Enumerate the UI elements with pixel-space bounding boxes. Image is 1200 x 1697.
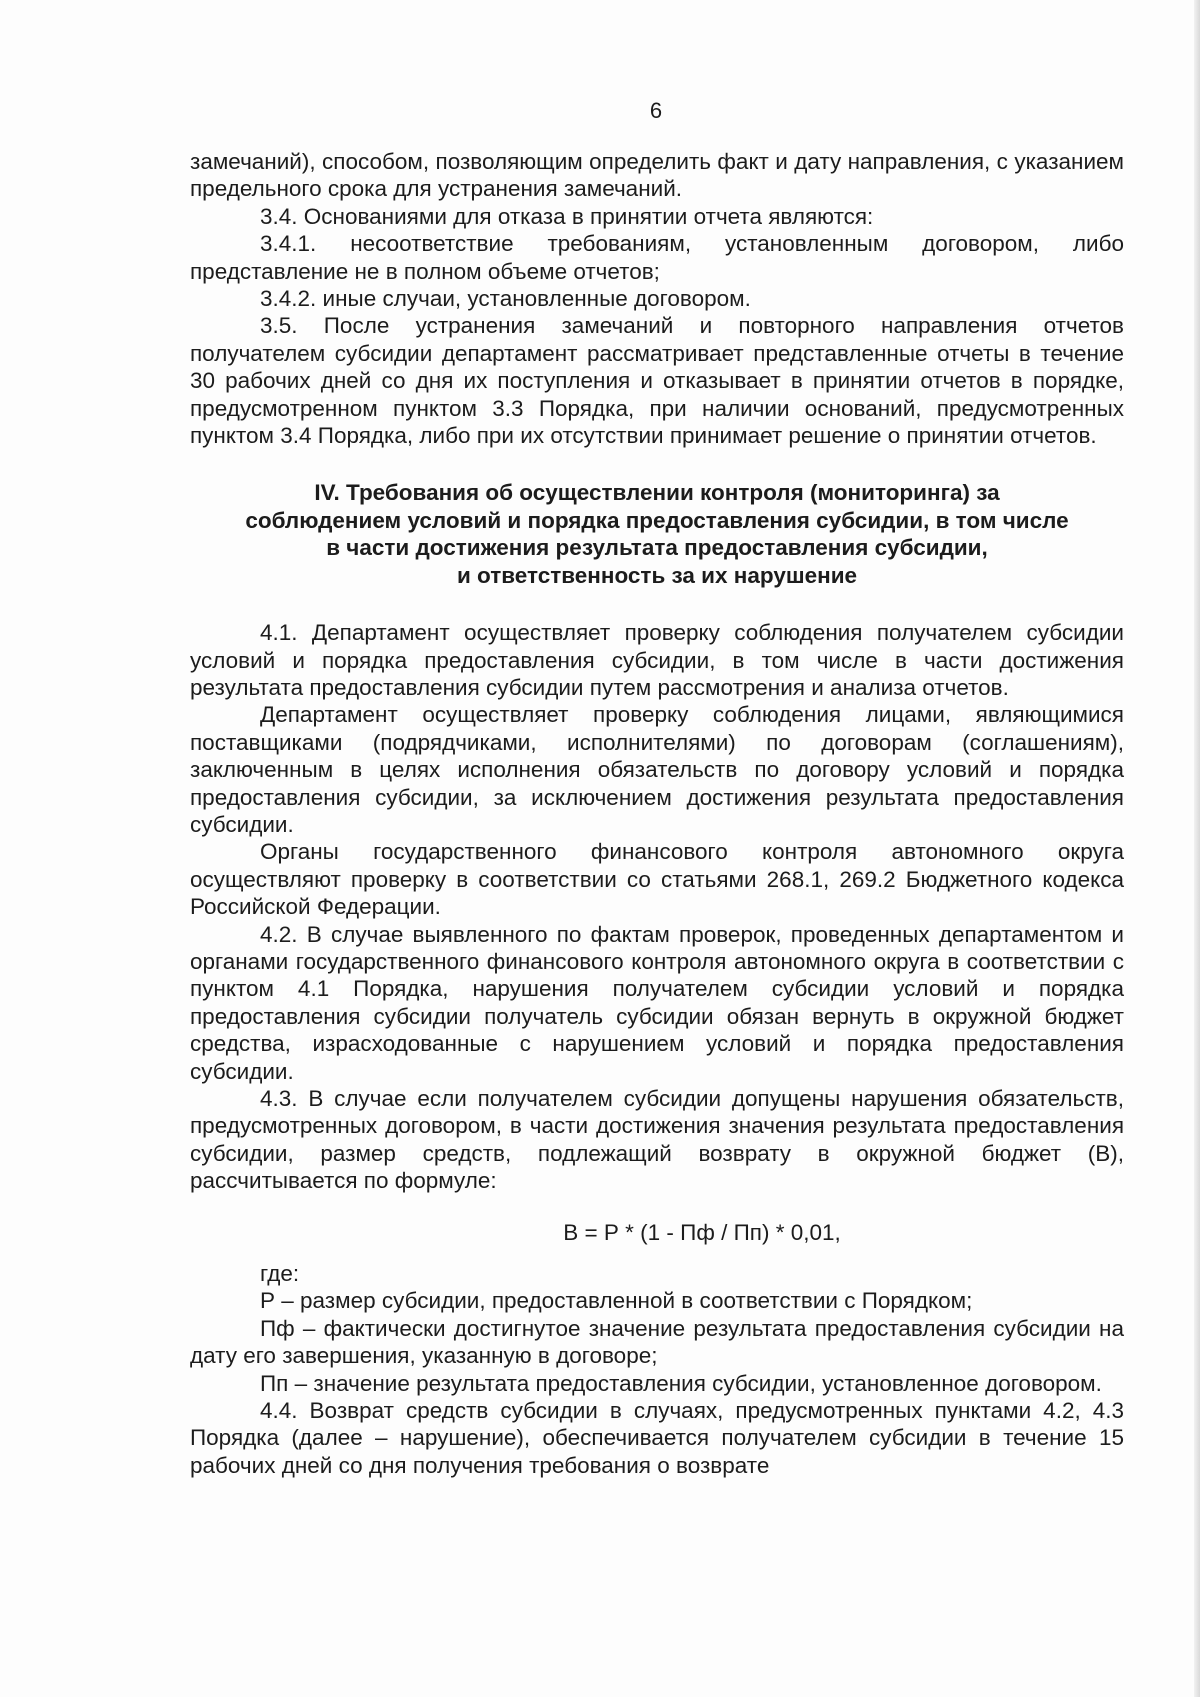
heading-line: в части достижения результата предоставления субсидии, (326, 535, 988, 561)
paragraph: Органы государственного финансового контроля автономного округа осуществляют проверку в соответствии со статьями 268.1, 269.2 Бюджетного кодекса Российской Федерации. (190, 839, 1124, 920)
paragraph: 4.2. В случае выявленного по фактам проверок, проведенных департаментом и органами государственного финансового контроля автономного округа в соответствии с пунктом 4.1 Порядка, нарушения получателем субсидии условий и порядка предоставления субсидии получатель субсидии обязан вернуть в окружной бюджет средства, израсходованные с нарушением условий и порядка предоставления субсидии. (190, 921, 1124, 1084)
paragraph: 3.4. Основаниями для отказа в принятии отчета являются: (260, 203, 874, 229)
paragraph: Департамент осуществляет проверку соблюдения лицами, являющимися поставщиками (подрядчиками, исполнителями) по договорам (соглашениям), заключенным в целях исполнения обязательств по договору условий и порядка предоставления субсидии, за исключением достижения результата предоставления субсидии. (190, 702, 1124, 837)
heading-line: IV. Требования об осуществлении контроля (мониторинга) за (314, 480, 1000, 506)
page-number: 6 (649, 98, 663, 123)
paragraph: 3.5. После устранения замечаний и повторного направления отчетов получателем субсидии департамент рассматривает представленные отчеты в течение 30 рабочих дней со дня их поступления и отказывает в принятии отчетов в порядке, предусмотренном пунктом 3.3 Порядка, при наличии оснований, предусмотренных пунктом 3.4 Порядка, либо при их отсутствии принимает решение о принятии отчетов. (190, 313, 1124, 449)
paragraph: 4.3. В случае если получателем субсидии допущены нарушения обязательств, предусмотренных договором, в части достижения значения результата предоставления субсидии, размер средств, подлежащий возврату в окружной бюджет (В), рассчитывается по формуле: (190, 1086, 1124, 1194)
paragraph: 4.4. Возврат средств субсидии в случаях, предусмотренных пунктами 4.2, 4.3 Порядка (далее – нарушение), обеспечивается получателем субсидии в течение 15 рабочих дней со дня получения требования о возврате (190, 1398, 1124, 1478)
paragraph: Пп – значение результата предоставления субсидии, установленное договором. (260, 1370, 1102, 1396)
heading-line: соблюдением условий и порядка предоставления субсидии, в том числе (245, 507, 1069, 533)
paragraph: 3.4.2. иные случаи, установленные договором. (260, 286, 751, 312)
paragraph: Р – размер субсидии, предоставленной в соответствии с Порядком; (260, 1288, 973, 1314)
paragraph: где: (260, 1261, 300, 1287)
document-body (190, 148, 1124, 1479)
formula: В = Р * (1 - Пф / Пп) * 0,01, (563, 1219, 841, 1245)
section-heading (190, 479, 1124, 589)
page-edge-shadow (1194, 0, 1200, 1697)
paragraph: 3.4.1. несоответствие требованиям, установленным договором, либо представление не в полном объеме отчетов; (190, 231, 1124, 284)
paragraph: 4.1. Департамент осуществляет проверку соблюдения получателем субсидии условий и порядка предоставления субсидии, в том числе в части достижения результата предоставления субсидии путем рассмотрения и анализа отчетов. (190, 620, 1124, 700)
paragraph: Пф – фактически достигнутое значение результата предоставления субсидии на дату его завершения, указанную в договоре; (190, 1315, 1124, 1369)
heading-line: и ответственность за их нарушение (456, 562, 858, 588)
paragraph: замечаний), способом, позволяющим определить факт и дату направления, с указанием предельного срока для устранения замечаний. (190, 149, 1124, 202)
